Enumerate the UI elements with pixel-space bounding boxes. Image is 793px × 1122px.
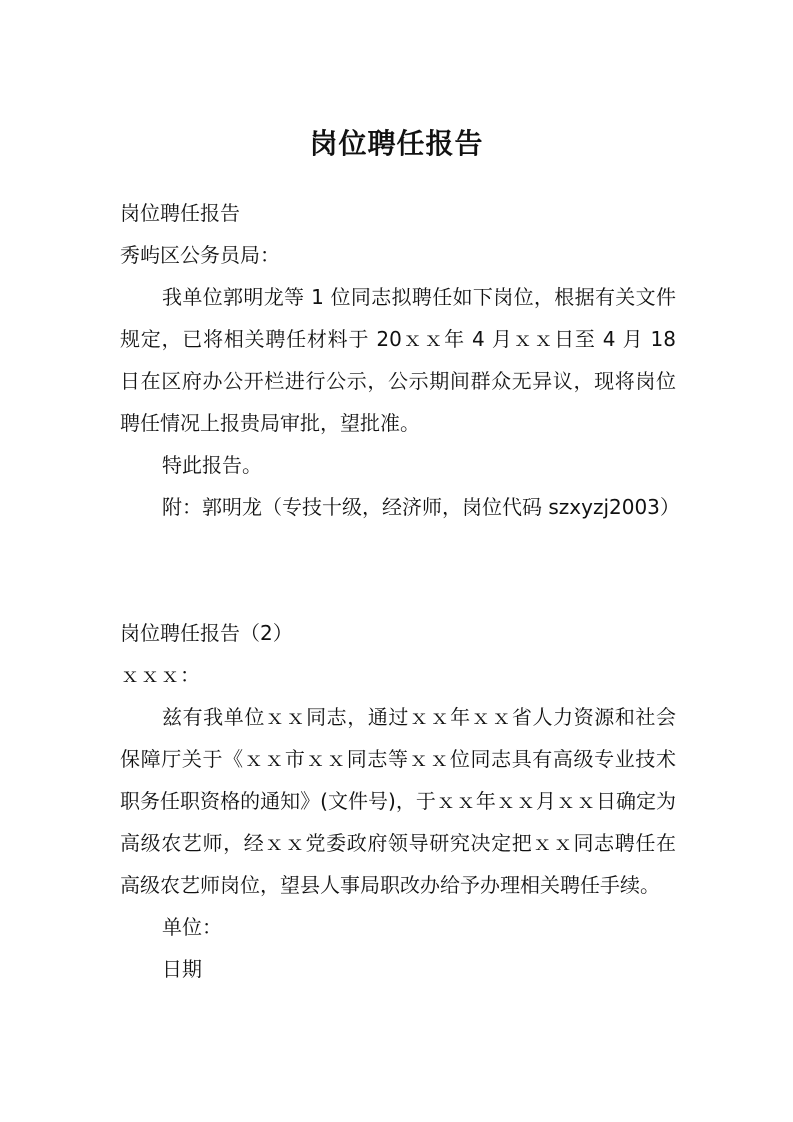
document-body <box>120 192 680 990</box>
section2-body-paragraph: 兹有我单位ｘｘ同志，通过ｘｘ年ｘｘ省人力资源和社会保障厅关于《ｘｘ市ｘｘ同志等ｘｘ位同志具有高级专业技术职务任职资格的通知》(文件号)，于ｘｘ年ｘｘ月ｘｘ日确定为高级农艺师，经ｘｘ党委政府领导研究决定把ｘｘ同志聘任在高级农艺师岗位，望县人事局职改办给予办理相关聘任手续。 <box>120 705 676 897</box>
section2-unit-label: 单位： <box>162 915 222 939</box>
section2-date-label: 日期 <box>162 957 202 981</box>
section1-attachment: 附：郭明龙（专技十级，经济师，岗位代码 szxyzj2003） <box>162 495 680 519</box>
section1-closing: 特此报告。 <box>162 453 262 477</box>
section2-salutation: ｘｘｘ： <box>120 663 200 687</box>
document-title: 岗位聘任报告 <box>309 127 484 160</box>
section1-body-paragraph: 我单位郭明龙等 1 位同志拟聘任如下岗位，根据有关文件规定，已将相关聘任材料于 20ｘｘ年 4 月ｘｘ日至 4 月 18 日在区府办公开栏进行公示，公示期间群众无异议，现将岗位聘任情况上报贵局审批，望批准。 <box>120 285 676 435</box>
section1-salutation: 秀屿区公务员局： <box>120 243 280 267</box>
section1-heading: 岗位聘任报告 <box>120 201 240 225</box>
section2-heading: 岗位聘任报告（2） <box>120 621 293 645</box>
section-spacer <box>120 528 676 612</box>
